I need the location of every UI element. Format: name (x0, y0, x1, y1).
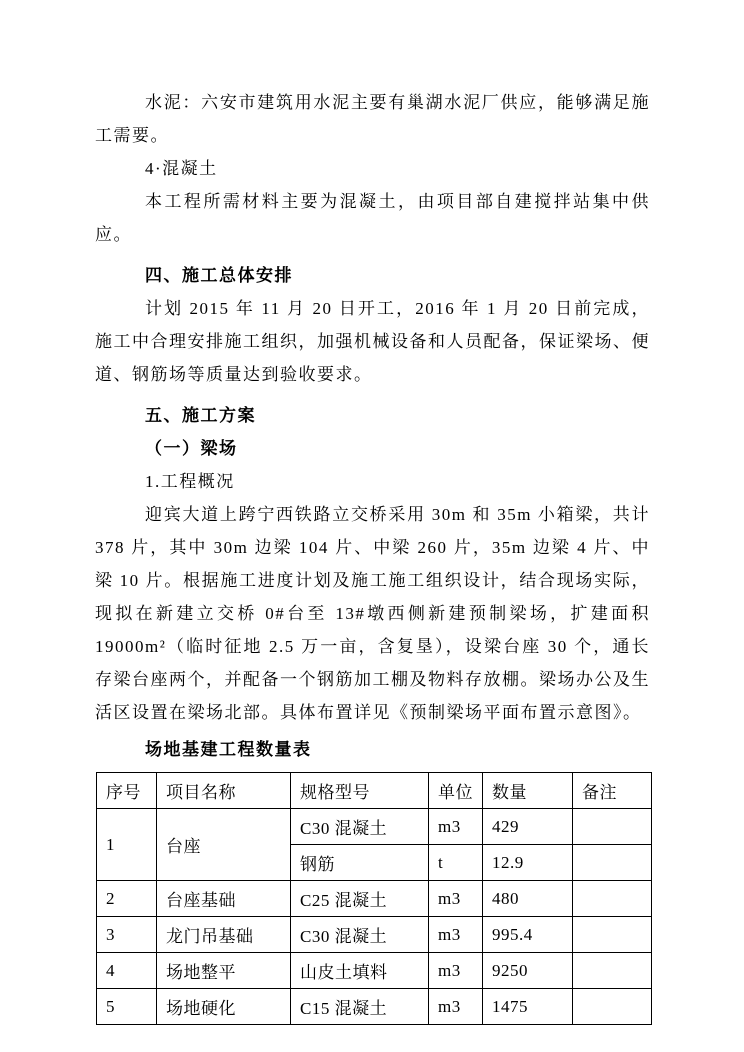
cell-serial-number: 5 (97, 989, 157, 1025)
subsection-liangchang-heading: （一）梁场 (145, 439, 238, 458)
table-row (97, 881, 652, 917)
cell-spec-model: C25 混凝土 (291, 881, 429, 917)
cell-quantity: 995.4 (483, 917, 573, 953)
cell-unit: m3 (429, 917, 483, 953)
cell-unit: m3 (429, 809, 483, 845)
paragraph-cement: 水泥：六安市建筑用水泥主要有巢湖水泥厂供应，能够满足施工需要。 (95, 93, 650, 145)
cell-unit: t (429, 845, 483, 881)
cell-serial-number: 3 (97, 917, 157, 953)
cell-item-name: 场地硬化 (157, 989, 291, 1025)
table-row (97, 989, 652, 1025)
cell-item-name: 场地整平 (157, 953, 291, 989)
cell-remarks (573, 881, 652, 917)
table-title: 场地基建工程数量表 (145, 740, 312, 759)
header-spec-model: 规格型号 (291, 773, 429, 809)
cell-quantity: 1475 (483, 989, 573, 1025)
cell-quantity: 480 (483, 881, 573, 917)
table-row (97, 953, 652, 989)
cell-item-name: 台座 (157, 809, 291, 881)
cell-quantity: 429 (483, 809, 573, 845)
cell-item-name: 龙门吊基础 (157, 917, 291, 953)
cell-remarks (573, 917, 652, 953)
cell-spec-model: 山皮土填料 (291, 953, 429, 989)
table-header-row (97, 773, 652, 809)
cell-unit: m3 (429, 989, 483, 1025)
cell-remarks (573, 989, 652, 1025)
cell-quantity: 9250 (483, 953, 573, 989)
cell-remarks (573, 809, 652, 845)
cell-remarks (573, 953, 652, 989)
cell-unit: m3 (429, 881, 483, 917)
cell-serial-number: 2 (97, 881, 157, 917)
table-row (97, 809, 652, 845)
cell-unit: m3 (429, 953, 483, 989)
section4-heading: 四、施工总体安排 (145, 266, 293, 285)
quantity-table (96, 772, 652, 1025)
cell-spec-model: C30 混凝土 (291, 809, 429, 845)
cell-quantity: 12.9 (483, 845, 573, 881)
paragraph-concrete-heading: 4·混凝土 (145, 159, 218, 178)
header-serial-number: 序号 (97, 773, 157, 809)
cell-spec-model: C30 混凝土 (291, 917, 429, 953)
cell-item-name: 台座基础 (157, 881, 291, 917)
table-row (97, 917, 652, 953)
header-quantity: 数量 (483, 773, 573, 809)
cell-spec-model: 钢筋 (291, 845, 429, 881)
header-item-name: 项目名称 (157, 773, 291, 809)
header-remarks: 备注 (573, 773, 652, 809)
cell-serial-number: 1 (97, 809, 157, 881)
paragraph-concrete-body: 本工程所需材料主要为混凝土，由项目部自建搅拌站集中供应。 (95, 192, 650, 244)
overview-heading: 1.工程概况 (145, 472, 235, 491)
cell-spec-model: C15 混凝土 (291, 989, 429, 1025)
header-unit: 单位 (429, 773, 483, 809)
paragraph-section4-body: 计划 2015 年 11 月 20 日开工，2016 年 1 月 20 日前完成，施工中合理安排施工组织，加强机械设备和人员配备，保证梁场、便道、钢筋场等质量达到验收要求。 (95, 299, 650, 384)
cell-remarks (573, 845, 652, 881)
paragraph-overview-body: 迎宾大道上跨宁西铁路立交桥采用 30m 和 35m 小箱梁，共计 378 片，其中 30m 边梁 104 片、中梁 260 片，35m 边梁 4 片、中梁 10 片。根据施工进度计划及施工施工组织设计，结合现场实际，现拟在新建立交桥 0#台至 13#墩西侧新建预制梁场，扩建面积 19000m²（临时征地 2.5 万一亩，含复垦），设梁台座 30 个，通长存梁台座两个，并配备一个钢筋加工棚及物料存放棚。梁场办公及生活区设置在梁场北部。具体布置详见《预制梁场平面布置示意图》。 (95, 505, 650, 722)
section5-heading: 五、施工方案 (145, 406, 256, 425)
cell-serial-number: 4 (97, 953, 157, 989)
